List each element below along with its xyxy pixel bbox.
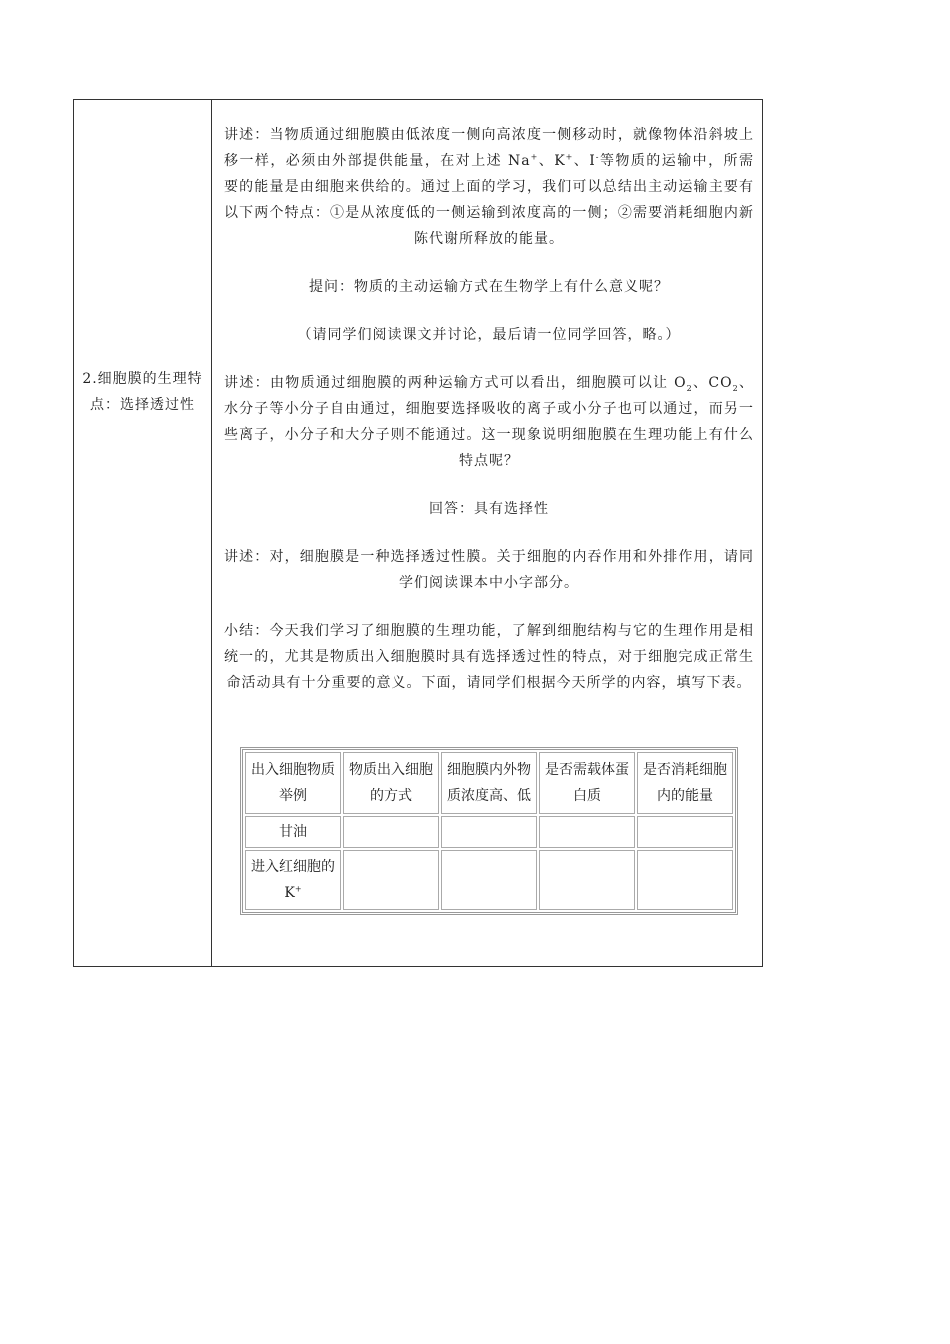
summary-table xyxy=(240,747,738,915)
header-cell: 出入细胞物质举例 xyxy=(245,752,341,814)
paragraph-4: 讲述：由物质通过细胞膜的两种运输方式可以看出，细胞膜可以让 $O_2$、$CO_2$、水分子等小分子自由通过，细胞要选择吸收的离子或小分子也可以通过，而另一些离子，小分子和大分子则不能通过。这一现象说明细胞膜在生理功能上有什么特点呢？ xyxy=(224,375,754,469)
table-header-row xyxy=(245,752,733,814)
table-row xyxy=(245,850,733,910)
paragraph-6: 讲述：对，细胞膜是一种选择透过性膜。关于细胞的内吞作用和外排作用，请同学们阅读课本中小字部分。 xyxy=(224,549,754,591)
empty-cell xyxy=(343,816,439,848)
header-cell: 细胞膜内外物质浓度高、低 xyxy=(441,752,537,814)
empty-cell xyxy=(539,850,635,910)
header-cell: 是否需载体蛋白质 xyxy=(539,752,635,814)
row-label: 进入红细胞的K+ xyxy=(245,850,341,910)
table-row xyxy=(245,816,733,848)
lesson-table xyxy=(73,99,763,967)
paragraph-7: 小结：今天我们学习了细胞膜的生理功能，了解到细胞结构与它的生理作用是相统一的，尤其是物质出入细胞膜时具有选择透过性的特点，对于细胞完成正常生命活动具有十分重要的意义。下面，请同学们根据今天所学的内容，填写下表。 xyxy=(224,623,754,691)
paragraph-1: 讲述：当物质通过细胞膜由低浓度一侧向高浓度一侧移动时，就像物体沿斜坡上移一样，必须由外部提供能量，在对上述 Na+、K+、I-等物质的运输中，所需要的能量是由细胞来供给的。通过上面的学习，我们可以总结出主动运输主要有以下两个特点：①是从浓度低的一侧运输到浓度高的一侧；②需要消耗细胞内新陈代谢所释放的能量。 xyxy=(224,127,754,247)
paragraph-3: （请同学们阅读课文并讨论，最后请一位同学回答，略。） xyxy=(297,327,681,343)
header-cell: 物质出入细胞的方式 xyxy=(343,752,439,814)
empty-cell xyxy=(637,850,733,910)
empty-cell xyxy=(637,816,733,848)
row-label: 甘油 xyxy=(245,816,341,848)
column-divider xyxy=(211,100,212,966)
paragraph-5: 回答：具有选择性 xyxy=(429,501,549,517)
empty-cell xyxy=(343,850,439,910)
empty-cell xyxy=(441,850,537,910)
content-cell xyxy=(224,122,754,696)
header-cell: 是否消耗细胞内的能量 xyxy=(637,752,733,814)
empty-cell xyxy=(539,816,635,848)
topic-cell: 2.细胞膜的生理特点：选择透过性 xyxy=(82,371,203,413)
empty-cell xyxy=(441,816,537,848)
paragraph-2: 提问：物质的主动运输方式在生物学上有什么意义呢？ xyxy=(309,279,669,295)
